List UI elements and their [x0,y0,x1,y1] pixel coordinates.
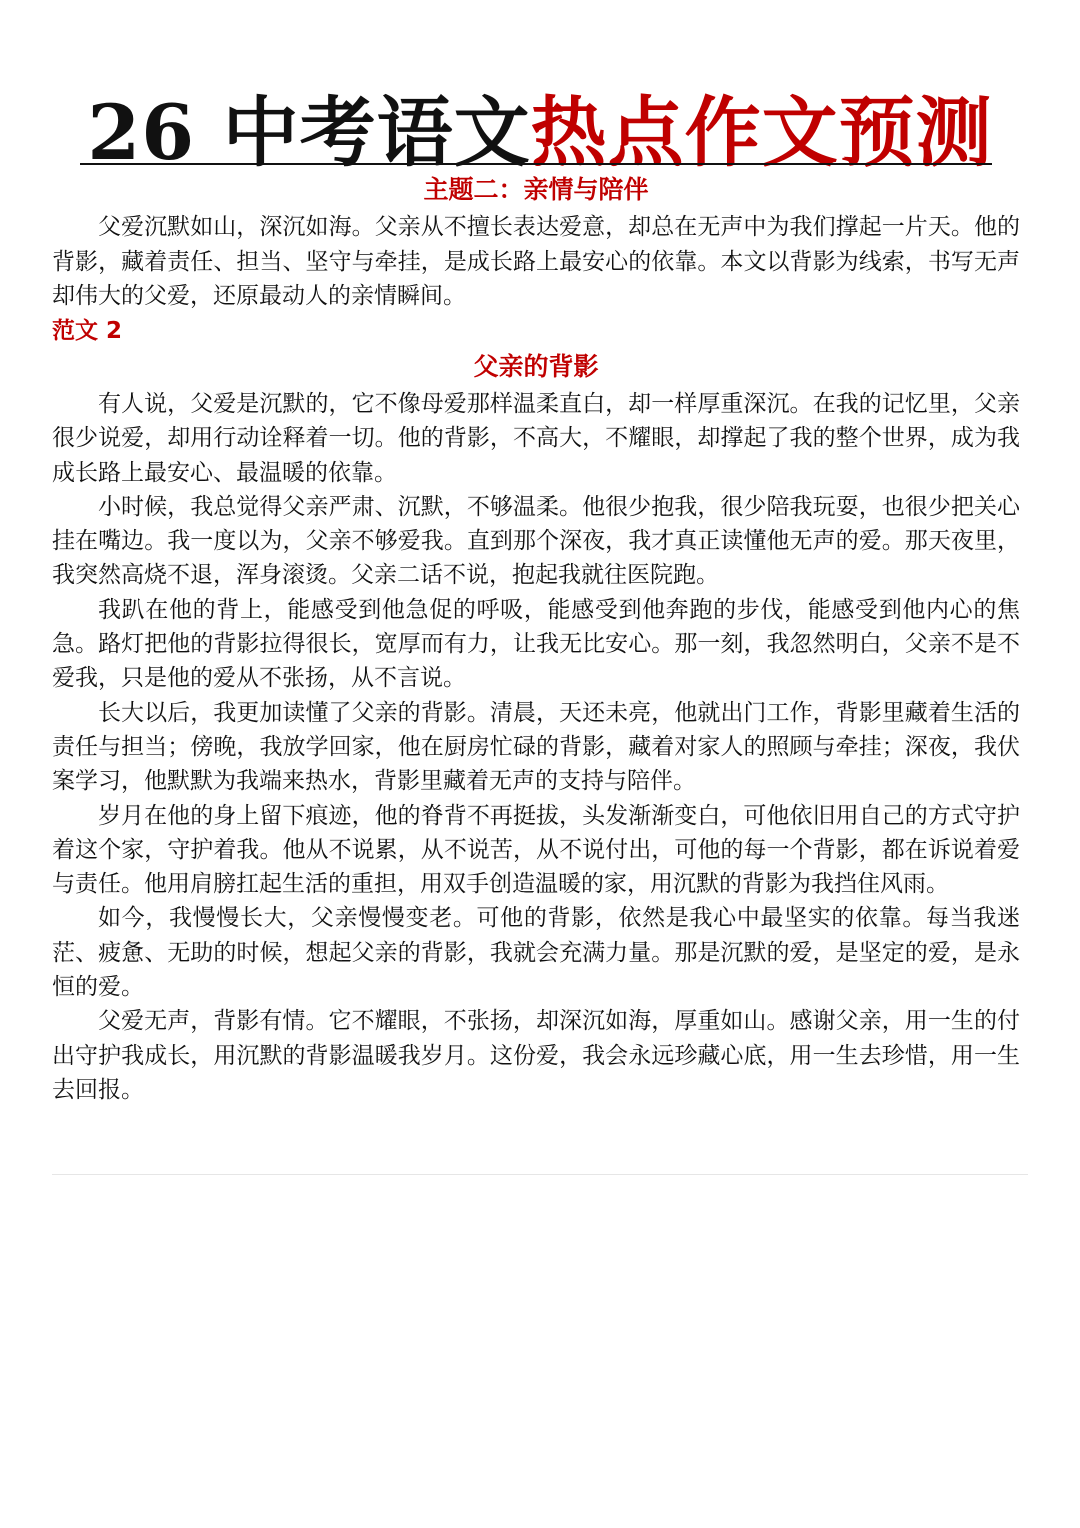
theme-heading: 主题二：亲情与陪伴 [423,175,649,204]
intro-paragraph: 父爱沉默如山，深沉如海。父亲从不擅长表达爱意，却总在无声中为我们撑起一片天。他的背影，藏着责任、担当、坚守与牵挂，是成长路上最安心的依靠。本文以背影为线索，书写无声却伟大的父爱，还原最动人的亲情瞬间。 [52,214,1020,309]
essay-paragraph: 有人说，父爱是沉默的，它不像母爱那样温柔直白，却一样厚重深沉。在我的记忆里，父亲很少说爱，却用行动诠释着一切。他的背影，不高大，不耀眼，却撑起了我的整个世界，成为我成长路上最安心、最温暖的依靠。 [52,391,1020,486]
essay-paragraph: 如今，我慢慢长大，父亲慢慢变老。可他的背影，依然是我心中最坚实的依靠。每当我迷茫、疲惫、无助的时候，想起父亲的背影，我就会充满力量。那是沉默的爱，是坚定的爱，是永恒的爱。 [52,905,1020,1001]
essay-paragraph: 长大以后，我更加读懂了父亲的背影。清晨，天还未亮，他就出门工作，背影里藏着生活的责任与担当；傍晚，我放学回家，他在厨房忙碌的背影，藏着对家人的照顾与牵挂；深夜，我伏案学习，他默默为我端来热水，背影里藏着无声的支持与陪伴。 [52,699,1020,795]
essay-paragraph: 我趴在他的背上，能感受到他急促的呼吸，能感受到他奔跑的步伐，能感受到他内心的焦急。路灯把他的背影拉得很长，宽厚而有力，让我无比安心。那一刻，我忽然明白，父亲不是不爱我，只是他的爱从不张扬，从不言说。 [52,596,1020,692]
title-highlight: 热点作文预测 [530,88,993,177]
page-title [80,72,1000,177]
sample-label: 范文 2 [52,318,123,344]
title-underline [80,163,992,165]
bottom-divider [52,1174,1028,1175]
essay-paragraph: 父爱无声，背影有情。它不耀眼，不张扬，却深沉如海，厚重如山。感谢父亲，用一生的付出守护我成长，用沉默的背影温暖我岁月。这份爱，我会永远珍藏心底，用一生去珍惜，用一生去回报。 [52,1008,1020,1103]
title-prefix: 26 中考语文 [87,88,531,177]
essay-body [52,387,1020,1107]
essay-paragraph: 岁月在他的身上留下痕迹，他的脊背不再挺拔，头发渐渐变白，可他依旧用自己的方式守护着这个家，守护着我。他从不说累，从不说苦，从不说付出，可他的每一个背影，都在诉说着爱与责任。他用肩膀扛起生活的重担，用双手创造温暖的家，用沉默的背影为我挡住风雨。 [52,802,1020,898]
essay-title: 父亲的背影 [473,352,599,381]
essay-paragraph: 小时候，我总觉得父亲严肃、沉默，不够温柔。他很少抱我，很少陪我玩耍，也很少把关心挂在嘴边。我一度以为，父亲不够爱我。直到那个深夜，我才真正读懂他无声的爱。那天夜里，我突然高烧不退，浑身滚烫。父亲二话不说，抱起我就往医院跑。 [52,493,1020,589]
